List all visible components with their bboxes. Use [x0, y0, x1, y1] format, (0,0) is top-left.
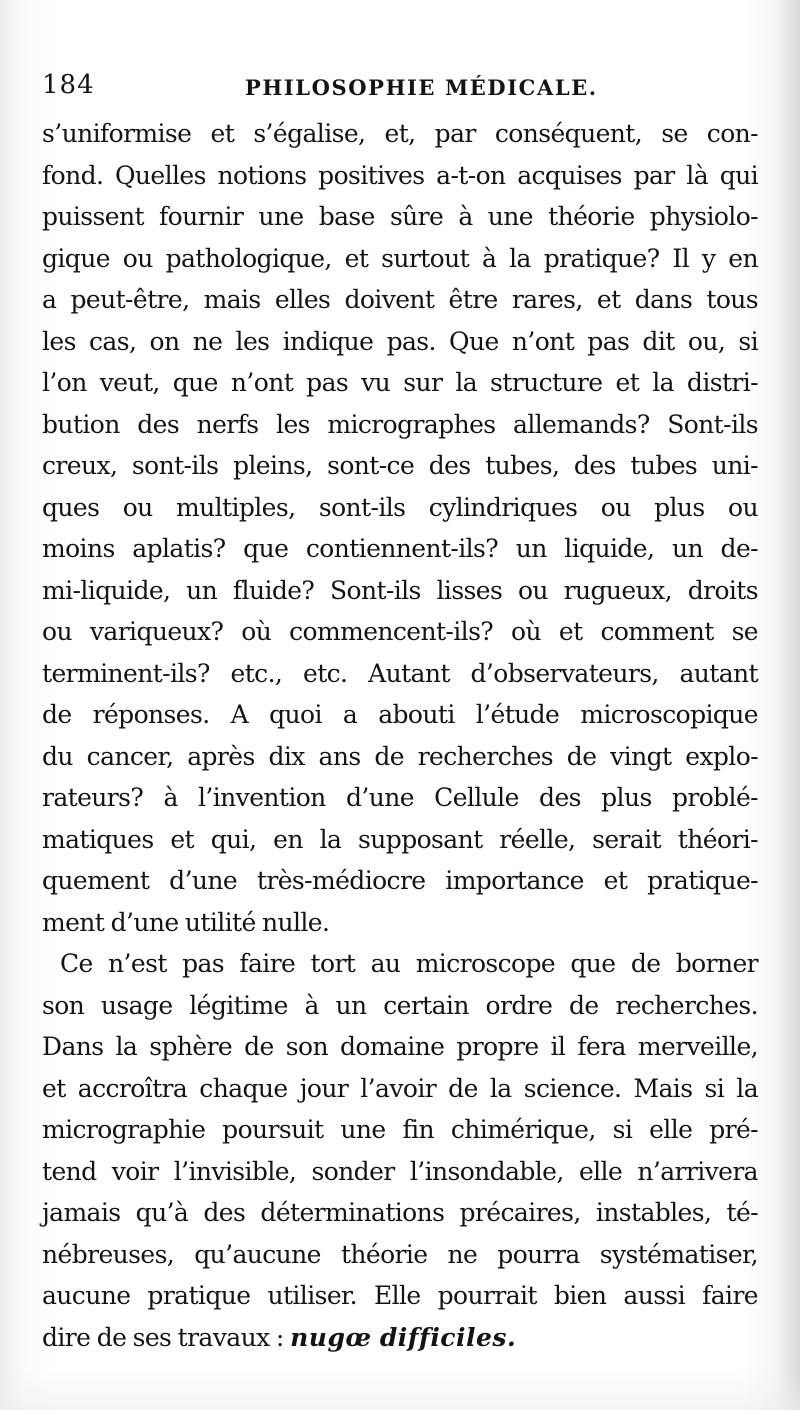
text-line: son usage légitime à un certain ordre de recherches. — [42, 990, 758, 1020]
text-line: a peut-être, mais elles doivent être rares, et dans tous — [42, 285, 758, 314]
text-line: bution des nerfs les micrographes allemands? Sont-ils — [42, 409, 758, 439]
text-line: jamais qu’à des déterminations précaires, instables, té- — [42, 1198, 758, 1227]
body-text — [42, 113, 758, 1358]
text-line: rateurs? à l’invention d’une Cellule des plus problé- — [42, 783, 758, 812]
page-header — [40, 66, 760, 110]
text-line: s’uniformise et s’égalise, et, par conséquent, se con- — [42, 119, 758, 148]
text-line: ques ou multiples, sont-ils cylindriques ou plus ou — [42, 492, 758, 522]
text-line: l’on veut, que n’ont pas vu sur la structure et la distri- — [42, 368, 758, 397]
page-shadow — [0, 1370, 800, 1410]
text-line: gique ou pathologique, et surtout à la pratique? Il y en — [42, 243, 758, 273]
text-line: du cancer, après dix ans de recherches de vingt explo- — [42, 741, 758, 771]
text-line: ou variqueux? où commencent-ils? où et comment se — [42, 617, 758, 646]
text-line: fond. Quelles notions positives a-t-on acquises par là qui — [42, 160, 758, 190]
text-line: et accroîtra chaque jour l’avoir de la science. Mais si la — [42, 1073, 758, 1103]
text-line: matiques et qui, en la supposant réelle, serait théori- — [42, 824, 758, 854]
text-line-final — [42, 1317, 758, 1359]
text-line: de réponses. A quoi a abouti l’étude microscopique — [42, 700, 758, 729]
text-line: quement d’une très-médiocre importance et pratique- — [42, 866, 758, 895]
final-line-text: dire de ses travaux : — [42, 1322, 291, 1352]
paragraph-2 — [42, 943, 758, 1358]
text-line: puissent fournir une base sûre à une théorie physiolo- — [42, 202, 758, 231]
text-line: tend voir l’invisible, sonder l’insondable, elle n’arrivera — [42, 1156, 758, 1186]
text-line: creux, sont-ils pleins, sont-ce des tubes, des tubes uni- — [42, 451, 758, 480]
text-line: ment d’une utilité nulle. — [42, 907, 330, 937]
page-number: 184 — [42, 70, 95, 100]
text-line: micrographie poursuit une fin chimérique, si elle pré- — [42, 1115, 758, 1144]
paragraph-1 — [42, 113, 758, 943]
running-title: PHILOSOPHIE MÉDICALE. — [245, 75, 598, 100]
text-line: terminent-ils? etc., etc. Autant d’observateurs, autant — [42, 658, 758, 688]
text-line: moins aplatis? que contiennent-ils? un liquide, un de- — [42, 534, 758, 563]
text-line: Ce n’est pas faire tort au microscope que de borner — [60, 949, 758, 978]
text-line: aucune pratique utiliser. Elle pourrait bien aussi faire — [42, 1281, 758, 1310]
text-line: les cas, on ne les indique pas. Que n’ont pas dit ou, si — [42, 326, 758, 356]
text-line: Dans la sphère de son domaine propre il fera merveille, — [42, 1032, 758, 1061]
latin-phrase: nugœ difficiles. — [290, 1322, 517, 1352]
text-line: nébreuses, qu’aucune théorie ne pourra systématiser, — [42, 1239, 758, 1269]
text-line: mi-liquide, un fluide? Sont-ils lisses ou rugueux, droits — [42, 575, 758, 605]
